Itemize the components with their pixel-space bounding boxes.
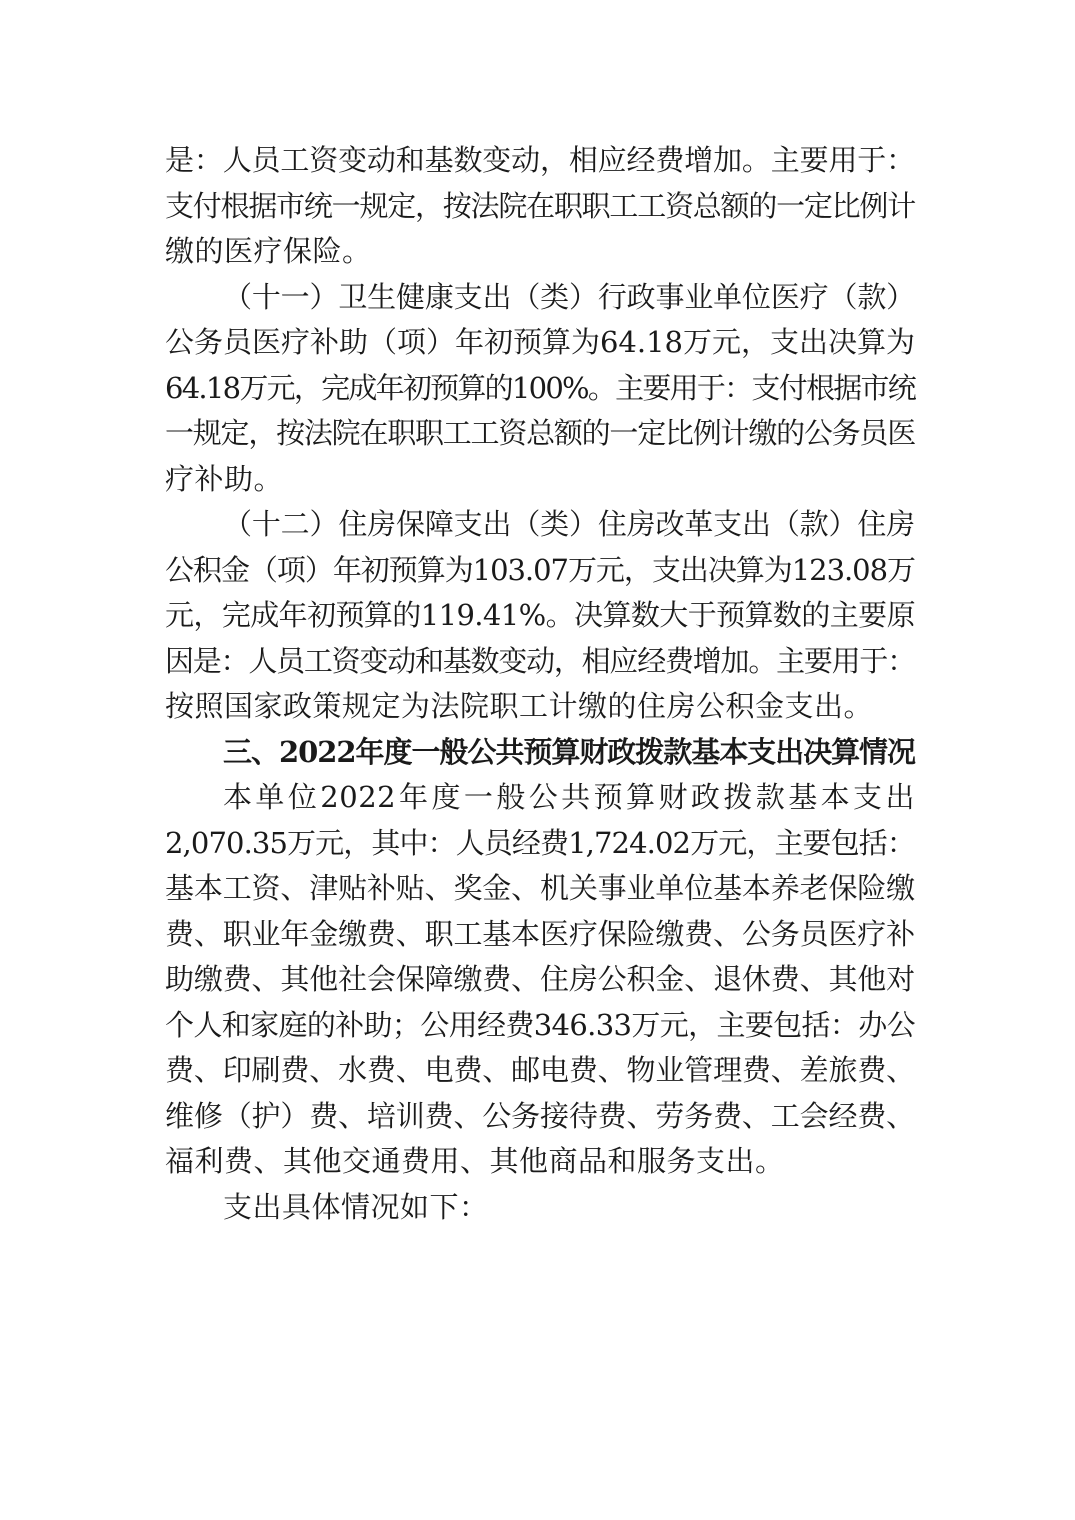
text-line: 福利费、其他交通费用、其他商品和服务支出。 bbox=[165, 1144, 785, 1178]
text-line: 缴的医疗保险。 bbox=[165, 234, 372, 268]
text-line: 元，完成年初预算的119.41%。决算数大于预算数的主要原 bbox=[165, 598, 915, 632]
text-line: 支付根据市统一规定，按法院在职职工工资总额的一定比例计 bbox=[165, 188, 915, 223]
text-line: 费、印刷费、水费、电费、邮电费、物业管理费、差旅费、 bbox=[165, 1053, 915, 1087]
text-line: 疗补助。 bbox=[165, 461, 284, 496]
section-heading: 三、2022年度一般公共预算财政拨款基本支出决算情况 bbox=[223, 734, 915, 769]
text-line: 公务员医疗补助（项）年初预算为64.18万元，支出决算为 bbox=[165, 325, 915, 359]
text-line: 按照国家政策规定为法院职工计缴的住房公积金支出。 bbox=[165, 689, 874, 723]
text-line: 本单位2022年度一般公共预算财政拨款基本支出 bbox=[223, 780, 915, 814]
text-line: 是：人员工资变动和基数变动，相应经费增加。主要用于： bbox=[165, 143, 915, 177]
text-line: 公积金（项）年初预算为103.07万元，支出决算为123.08万 bbox=[165, 552, 915, 587]
text-line: 维修（护）费、培训费、公务接待费、劳务费、工会经费、 bbox=[165, 1098, 915, 1133]
text-line: 基本工资、津贴补贴、奖金、机关事业单位基本养老保险缴 bbox=[165, 871, 915, 905]
text-line: 费、职业年金缴费、职工基本医疗保险缴费、公务员医疗补 bbox=[165, 916, 915, 951]
text-line: 个人和家庭的补助；公用经费346.33万元，主要包括：办公 bbox=[165, 1007, 915, 1042]
text-line: 助缴费、其他社会保障缴费、住房公积金、退休费、其他对 bbox=[165, 962, 915, 996]
text-line: （十二）住房保障支出（类）住房改革支出（款）住房 bbox=[223, 507, 915, 541]
document-body bbox=[165, 138, 915, 1230]
text-line: 64.18万元，完成年初预算的100%。主要用于：支付根据市统 bbox=[165, 370, 915, 405]
text-line: 支出具体情况如下： bbox=[223, 1189, 489, 1224]
text-line: 2,070.35万元，其中：人员经费1,724.02万元，主要包括： bbox=[165, 825, 915, 860]
text-line: （十一）卫生健康支出（类）行政事业单位医疗（款） bbox=[223, 279, 915, 314]
text-line: 因是：人员工资变动和基数变动，相应经费增加。主要用于： bbox=[165, 643, 915, 678]
text-line: 一规定，按法院在职职工工资总额的一定比例计缴的公务员医 bbox=[165, 416, 915, 450]
